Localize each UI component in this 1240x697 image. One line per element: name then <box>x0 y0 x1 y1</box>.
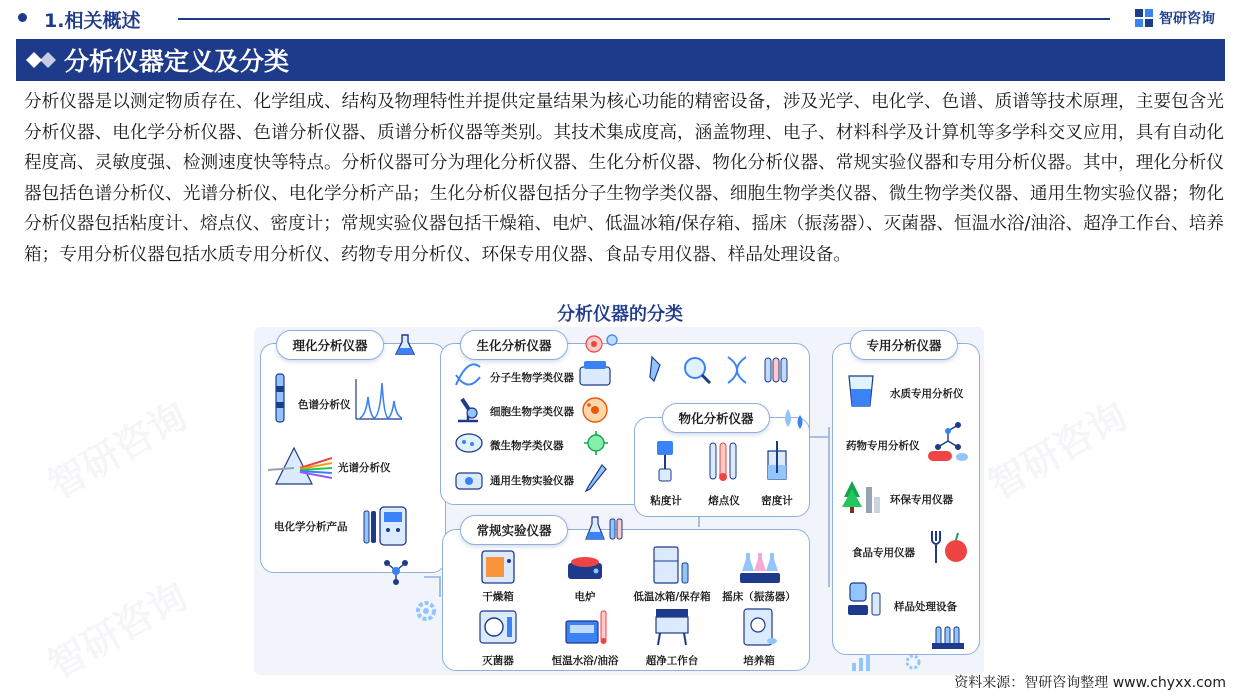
biochem-item-label: 微生物学类仪器 <box>490 440 564 452</box>
watermark: 智研咨询 <box>40 573 195 688</box>
routine-title: 常规实验仪器 <box>460 515 568 545</box>
brand-logo-icon <box>1133 7 1155 29</box>
classification-diagram <box>254 327 984 675</box>
routine-item-label: 灭菌器 <box>482 655 514 667</box>
dropper-icon <box>648 355 666 385</box>
header-divider <box>178 18 1110 20</box>
flask-icon <box>394 333 416 357</box>
dna-icon <box>724 355 750 385</box>
diagram-caption: 分析仪器的分类 <box>557 304 683 325</box>
routine-item-label: 干燥箱 <box>482 591 514 603</box>
biochem-item-label: 通用生物实验仪器 <box>490 475 574 487</box>
section-label: 1.相关概述 <box>44 10 141 32</box>
special-item-label: 水质专用分析仪 <box>890 388 964 400</box>
factory-trees-icon <box>842 477 882 515</box>
sample-prep-icon <box>844 579 884 619</box>
gear-icon <box>414 599 438 623</box>
title-band <box>16 39 1225 81</box>
routine-item-label: 恒温水浴/油浴 <box>551 655 619 667</box>
biochem-item-label: 细胞生物学类仪器 <box>490 406 574 418</box>
bar-chart-icon <box>850 653 876 671</box>
test-tubes-icon <box>762 355 788 385</box>
microscope-icon <box>454 395 482 425</box>
prism-spectrum-icon <box>268 442 332 490</box>
top-bar <box>0 0 1240 38</box>
routine-item-label: 低温冰箱/保存箱 <box>633 591 711 603</box>
lab-device-icon <box>454 467 484 493</box>
petri-dish-icon <box>454 431 484 455</box>
biochem-item-label: 分子生物学类仪器 <box>490 372 574 384</box>
brand <box>1133 7 1215 29</box>
special-title: 专用分析仪器 <box>850 330 958 360</box>
special-item-label: 食品专用仪器 <box>852 547 915 559</box>
physchem-title: 理化分析仪器 <box>276 330 384 360</box>
watermark: 智研咨询 <box>40 393 195 508</box>
chromatography-column-icon <box>272 372 288 424</box>
page-title: 分析仪器定义及分类 <box>64 47 290 76</box>
water-bath-icon <box>564 607 608 647</box>
watermark: 智研咨询 <box>980 393 1135 508</box>
cell-icon <box>580 395 610 425</box>
pill-molecule-icon <box>926 421 970 465</box>
brand-name: 智研咨询 <box>1159 11 1215 27</box>
magnifier-icon <box>682 355 712 385</box>
physical-title: 物化分析仪器 <box>662 403 770 433</box>
incubator-icon <box>742 607 778 647</box>
physchem-item-label: 色谱分析仪 <box>298 399 351 411</box>
pcr-machine-icon <box>578 359 612 387</box>
chromatogram-peaks-icon <box>354 375 406 421</box>
pipette-icon <box>582 463 608 495</box>
body-paragraph: 分析仪器是以测定物质存在、化学组成、结构及物理特性并提供定量结果为核心功能的精密设备，涉及光学、电化学、色谱、质谱等技术原理，主要包含光分析仪器、电化学分析仪器、色谱分析仪器、质谱分析仪器等类别。其技术集成度高，涵盖物理、电子、材料科学及计算机等多学科交叉应用，具有自动化程度高、灵敏度强、检测速度快等特点。分析仪器可分为理化分析仪器、生化分析仪器、物化分析仪器、常规实验仪器和专用分析仪器。其中，理化分析仪器包括色谱分析仪、光谱分析仪、电化学分析产品；生化分析仪器包括分子生物学类仪器、细胞生物学类仪器、微生物学类仪器、通用生物实验仪器；物化分析仪器包括粘度计、熔点仪、密度计；常规实验仪器包括干燥箱、电炉、低温冰箱/保存箱、摇床（振荡器）、灭菌器、恒温水浴/油浴、超净工作台、培养箱；专用分析仪器包括水质专用分析仪、药物专用分析仪、环保专用仪器、食品专用仪器、样品处理设备。 <box>24 92 1224 265</box>
water-glass-icon <box>846 373 876 409</box>
sterilizer-icon <box>478 607 518 647</box>
physchem-item-label: 电化学分析产品 <box>274 521 348 533</box>
physical-item-label: 熔点仪 <box>708 495 740 507</box>
test-tube-rack-icon <box>930 625 966 651</box>
shaker-icon <box>738 549 782 585</box>
clean-bench-icon <box>652 607 692 647</box>
density-meter-icon <box>762 439 792 483</box>
water-drops-icon <box>780 407 808 431</box>
melting-point-icon <box>706 439 742 483</box>
gear-icon <box>904 653 922 671</box>
flask-icon <box>584 515 624 543</box>
biochem-title: 生化分析仪器 <box>460 330 568 360</box>
viscometer-icon <box>652 439 678 483</box>
physical-item-label: 粘度计 <box>650 495 682 507</box>
electric-furnace-icon <box>566 553 604 583</box>
electrochemical-meter-icon <box>360 503 408 549</box>
molecule-icon <box>382 557 410 585</box>
routine-item-label: 培养箱 <box>743 655 775 667</box>
diamond-icon <box>26 50 60 70</box>
freezer-icon <box>652 545 692 585</box>
source-note: 资料来源：智研咨询整理 www.chyxx.com <box>954 675 1226 691</box>
special-item-label: 环保专用仪器 <box>890 494 953 506</box>
drying-oven-icon <box>480 549 516 585</box>
physical-item-label: 密度计 <box>761 495 793 507</box>
bacteria-icon <box>582 429 610 457</box>
fork-apple-icon <box>926 527 970 567</box>
routine-item-label: 摇床（振荡器） <box>722 591 796 603</box>
routine-item-label: 电炉 <box>574 591 596 603</box>
routine-item-label: 超净工作台 <box>645 655 699 667</box>
special-item-label: 样品处理设备 <box>894 601 957 613</box>
section-bullet-icon <box>18 13 27 22</box>
cells-icon <box>584 332 620 356</box>
dna-icon <box>454 363 482 389</box>
physchem-item-label: 光谱分析仪 <box>338 462 391 474</box>
special-item-label: 药物专用分析仪 <box>846 440 920 452</box>
